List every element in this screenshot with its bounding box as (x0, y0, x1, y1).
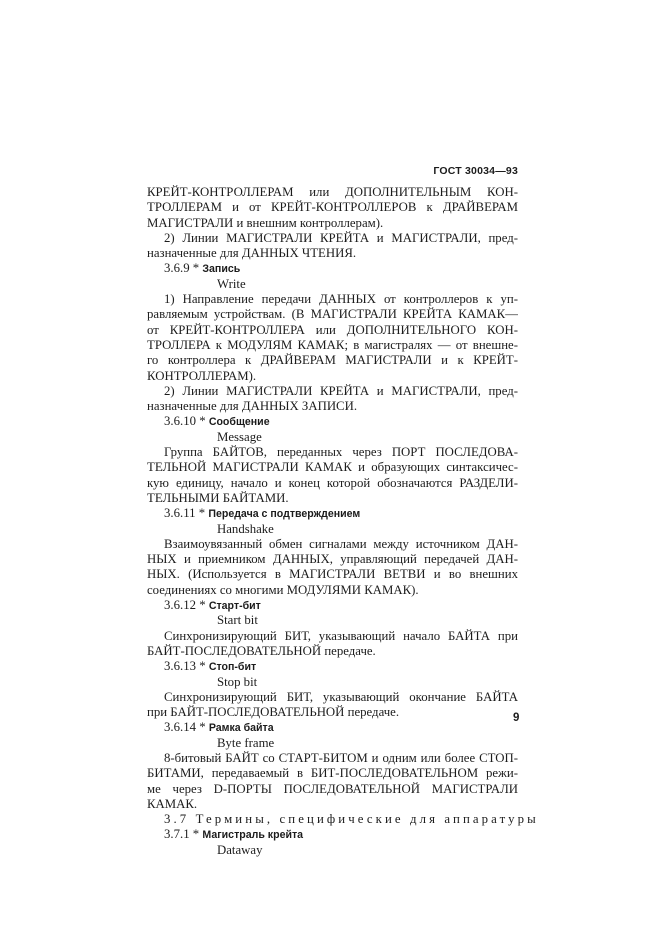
term-english: Write (217, 276, 246, 291)
term-number: 3.6.12 (164, 598, 196, 613)
term-english: Start bit (217, 613, 258, 628)
term-heading (147, 261, 518, 276)
term-heading (147, 720, 518, 735)
term-english: Byte frame (217, 735, 275, 750)
text-line: 2) Линии МАГИСТРАЛИ КРЕЙТА и МАГИСТРАЛИ, пред- (164, 230, 518, 245)
term-star: * (192, 261, 200, 276)
term-name: Передача с подтверждением (208, 508, 361, 521)
text-line: БИТАМИ, передаваемый в БИТ-ПОСЛЕДОВАТЕЛЬНОМ режи- (147, 766, 518, 781)
text-line: ТЕЛЬНОЙ МАГИСТРАЛИ КАМАК и образующих синтаксичес- (147, 460, 518, 475)
term-star: * (198, 506, 206, 521)
page-number: 9 (513, 712, 520, 724)
term-number: 3.6.11 (164, 506, 196, 521)
term-name: Магистраль крейта (202, 829, 304, 842)
term-number: 3.6.13 (164, 659, 196, 674)
text-line: Взаимоувязанный обмен сигналами между источником ДАН- (164, 536, 518, 551)
section-heading: 3.7 Термины, специфические для аппаратуры (164, 812, 539, 827)
text-line: КРЕЙТ-КОНТРОЛЛЕРАМ или ДОПОЛНИТЕЛЬНЫМ КОН- (147, 185, 518, 199)
text-line: го контроллера к ДРАЙВЕРАМ МАГИСТРАЛИ и к КРЕЙТ- (147, 353, 518, 368)
text-line: ТРОЛЛЕРА к МОДУЛЯМ КАМАК; в магистралях — от внешне- (147, 337, 518, 352)
term-name: Стоп-бит (208, 661, 257, 674)
text-line: ТРОЛЛЕРАМ и от КРЕЙТ-КОНТРОЛЛЕРОВ к ДРАЙВЕРАМ (147, 200, 518, 215)
term-star: * (199, 720, 206, 735)
term-star: * (199, 659, 206, 674)
term-name: Сообщение (208, 416, 270, 429)
text-line: при БАЙТ-ПОСЛЕДОВАТЕЛЬНОЙ передаче. (147, 705, 400, 720)
term-number: 3.6.9 (164, 261, 190, 276)
term-heading (147, 414, 518, 429)
text-line: равляемым устройствам. (В МАГИСТРАЛИ КРЕЙТА КАМАК— (147, 307, 518, 322)
text-line: Синхронизирующий БИТ, указывающий начало БАЙТА при (164, 628, 518, 643)
text-line: 2) Линии МАГИСТРАЛИ КРЕЙТА и МАГИСТРАЛИ, пред- (164, 383, 518, 398)
term-heading (147, 598, 518, 613)
term-number: 3.6.14 (164, 720, 196, 735)
text-line: КОНТРОЛЛЕРАМ). (147, 368, 257, 383)
text-line: назначенные для ДАННЫХ ЧТЕНИЯ. (147, 246, 357, 261)
term-heading (147, 827, 518, 842)
term-name: Запись (202, 263, 241, 276)
term-english: Dataway (217, 842, 263, 857)
text-line: 1) Направление передачи ДАННЫХ от контроллеров к уп- (164, 292, 518, 307)
text-line: КАМАК. (147, 796, 198, 811)
text-line: ме через D-ПОРТЫ ПОСЛЕДОВАТЕЛЬНОЙ МАГИСТРАЛИ (147, 781, 518, 796)
term-number: 3.7.1 (164, 827, 190, 842)
text-line: от КРЕЙТ-КОНТРОЛЛЕРА или ДОПОЛНИТЕЛЬНОГО КОН- (147, 322, 518, 337)
term-english: Stop bit (217, 674, 258, 689)
page-header: ГОСТ 30034—93 (433, 165, 518, 177)
text-line: кую единицу, начало и конец которой обозначаются РАЗДЕЛИ- (147, 475, 518, 490)
term-star: * (199, 598, 206, 613)
text-line: назначенные для ДАННЫХ ЗАПИСИ. (147, 399, 358, 414)
term-heading (147, 659, 518, 674)
term-heading (147, 506, 518, 521)
text-line: Синхронизирующий БИТ, указывающий окончание БАЙТА (164, 689, 518, 704)
term-star: * (199, 414, 206, 429)
term-number: 3.6.10 (164, 414, 196, 429)
text-line: МАГИСТРАЛИ и внешним контроллерам). (147, 215, 384, 230)
text-line: НЫХ. (Используется в МАГИСТРАЛИ ВЕТВИ и во внешних (147, 567, 518, 582)
term-english: Message (217, 429, 262, 444)
text-line: БАЙТ-ПОСЛЕДОВАТЕЛЬНОЙ передаче. (147, 643, 376, 658)
term-star: * (192, 827, 200, 842)
text-line: Группа БАЙТОВ, переданных через ПОРТ ПОСЛЕДОВА- (164, 445, 518, 460)
term-name: Рамка байта (208, 722, 274, 735)
term-name: Старт-бит (208, 600, 261, 613)
text-line: соединениях со многими МОДУЛЯМИ КАМАК). (147, 582, 419, 597)
text-line: НЫХ и приемником ДАННЫХ, управляющий передачей ДАН- (147, 552, 518, 567)
term-english: Handshake (217, 521, 274, 536)
text-line: 8-битовый БАЙТ со СТАРТ-БИТОМ и одним или более СТОП- (164, 750, 518, 765)
text-line: ТЕЛЬНЫМИ БАЙТАМИ. (147, 490, 289, 505)
document-body (147, 185, 539, 858)
